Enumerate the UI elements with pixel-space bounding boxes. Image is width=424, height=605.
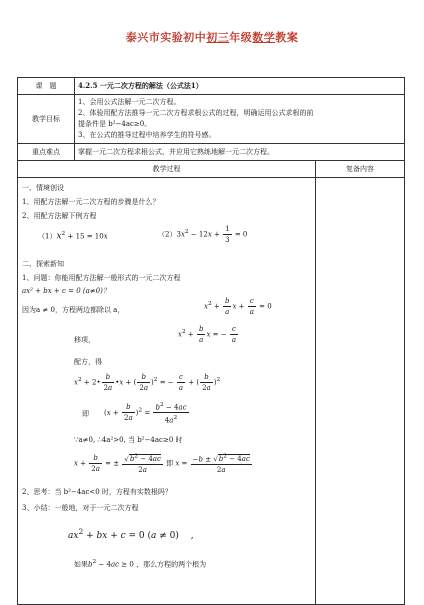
completed-equation: $x^2$ + 2• $\frac{b}{2a}$ •x + ( $\frac{b}{2a}$ )$^2$ = − $\frac{c}{a}$ + ( $\frac{b}{2a}$ )$^2$ [74,373,221,392]
key-label: 重点难点 [18,144,75,161]
topic-value: 4.2.5 一元二次方程的解法（公式法1） [75,78,405,95]
complete-square-text: 配方，得 [74,358,102,366]
condition-text: ∵a≠0, ∴4a²>0, 当 b²−4ac≥0 时 [74,436,183,444]
goals-label: 教学目标 [18,95,75,144]
process-cell [18,178,316,605]
divided-equation: $x^2$ + $\frac{b}{a}$ x + $\frac{c}{a}$ = 0 [204,297,272,316]
question-2: 2、用配方法解下例方程 [22,212,97,220]
problem-1: 1、问题：你能用配方法解一般形式的一元二次方程 [22,274,181,282]
review-header: 复备内容 [316,161,405,178]
goal-1: 1、会用公式法解一元二次方程。 [78,98,181,106]
page-title: 泰兴市实验初中初三年级数学教案 [125,31,299,44]
section-2: 二、探索新知 [22,260,64,268]
summary-equation: $ax^2$ + bx + c = 0 (a ≠ 0) , [68,527,194,541]
discriminant-condition: 如果$b^2 - 4ac \ge 0$ ，那么方程的两个根为 [74,559,207,569]
goals-cell [75,95,405,144]
goal-2: 2、体验用配方法推导一元二次方程求根公式的过程，明确运用公式求根的前 [78,109,314,117]
process-header: 教学过程 [18,161,316,178]
equation-2: $(2)3x^2 - 12x$ + $\frac{1}{3}$ = 0 [158,225,248,244]
lesson-table [17,77,405,605]
move-term-text: 移项， [74,336,95,344]
square-form-equation: (x + $\frac{b}{2a}$ )$^2$ = $\frac{b^2 - 4ac}{4a^2}$ [104,402,187,425]
because-text: 因为a ≠ 0，方程两边都除以 a， [22,306,125,314]
goal-2b: 提条件是 b²−4ac≥0。 [78,120,152,128]
section-1: 一、情境创设 [22,184,64,192]
topic-label: 课 题 [18,78,75,95]
general-equation: ax² + bx + c = 0 (a≠0)？ [22,287,110,295]
think-question: 2、思考：当 b²−4ac<0 时，方程有实数根吗？ [22,488,172,496]
goal-3: 3、在公式的推导过程中培养学生的符号感。 [78,131,216,139]
summary-text: 3、小结：一般地，对于一元二次方程 [22,504,139,512]
root-derivation: x + $\frac{b}{2a}$ = ± $\frac{√b^2 - 4ac}{2a}$ 即 x = $\frac{-b \pm √b^2 - 4ac}{2a}$ [74,454,250,475]
moved-equation: $x^2$ + $\frac{b}{a}$ x = − $\frac{c}{a}$ [178,325,237,344]
that-is-text-1: 即 [82,410,89,418]
equation-1: $(1)x^2 + 15 = 10x$ [38,231,108,242]
key-value: 掌握一元二次方程求根公式，并应用它熟练地解一元二次方程。 [75,144,405,161]
review-cell [316,178,405,605]
question-1: 1、用配方法解一元二次方程的步骤是什么？ [22,198,160,206]
